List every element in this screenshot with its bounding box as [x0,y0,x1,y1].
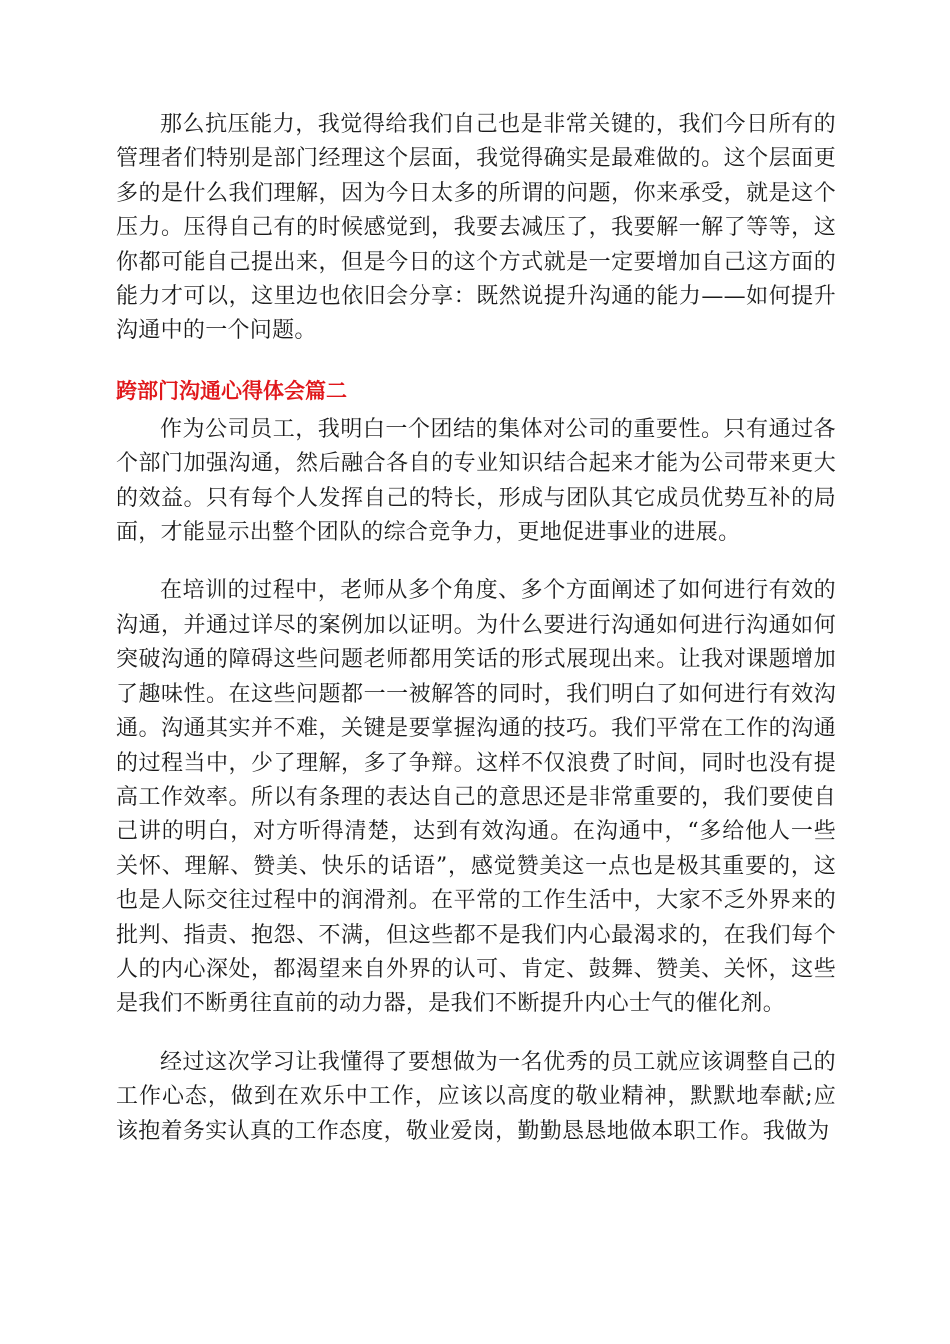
body-paragraph: 那么抗压能力，我觉得给我们自己也是非常关键的，我们今日所有的管理者们特别是部门经理这个层面，我觉得确实是最难做的。这个层面更多的是什么我们理解，因为今日太多的所谓的问题，你来承受，就是这个压力。压得自己有的时候感觉到，我要去减压了，我要解一解了等等，这你都可能自己提出来，但是今日的这个方式就是一定要增加自己这方面的能力才可以，这里边也依旧会分享：既然说提升沟通的能力——如何提升沟通中的一个问题。 [116,112,836,344]
document-page [116,108,836,1149]
body-paragraph: 作为公司员工，我明白一个团结的集体对公司的重要性。只有通过各个部门加强沟通，然后融合各自的专业知识结合起来才能为公司带来更大的效益。只有每个人发挥自己的特长，形成与团队其它成员优势互补的局面，才能显示出整个团队的综合竞争力，更地促进事业的进展。 [116,416,836,546]
section-heading: 跨部门沟通心得体会篇二 [116,378,347,403]
body-paragraph: 经过这次学习让我懂得了要想做为一名优秀的员工就应该调整自己的工作心态，做到在欢乐中工作，应该以高度的敬业精神，默默地奉献;应该抱着务实认真的工作态度，敬业爱岗，勤勤恳恳地做本职工作。我做为 [116,1049,836,1144]
body-paragraph: 在培训的过程中，老师从多个角度、多个方面阐述了如何进行有效的沟通，并通过详尽的案例加以证明。为什么要进行沟通如何进行沟通如何突破沟通的障碍这些问题老师都用笑话的形式展现出来。让我对课题增加了趣味性。在这些问题都一一被解答的同时，我们明白了如何进行有效沟通。沟通其实并不难，关键是要掌握沟通的技巧。我们平常在工作的沟通的过程当中，少了理解，多了争辩。这样不仅浪费了时间，同时也没有提高工作效率。所以有条理的表达自己的意思还是非常重要的，我们要使自己讲的明白，对方听得清楚，达到有效沟通。在沟通中，“多给他人一些关怀、理解、赞美、快乐的话语”，感觉赞美这一点也是极其重要的，这也是人际交往过程中的润滑剂。在平常的工作生活中，大家不乏外界来的批判、指责、抱怨、不满，但这些都不是我们内心最渴求的，在我们每个人的内心深处，都渴望来自外界的认可、肯定、鼓舞、赞美、关怀，这些是我们不断勇往直前的动力器，是我们不断提升内心士气的催化剂。 [116,578,836,1017]
